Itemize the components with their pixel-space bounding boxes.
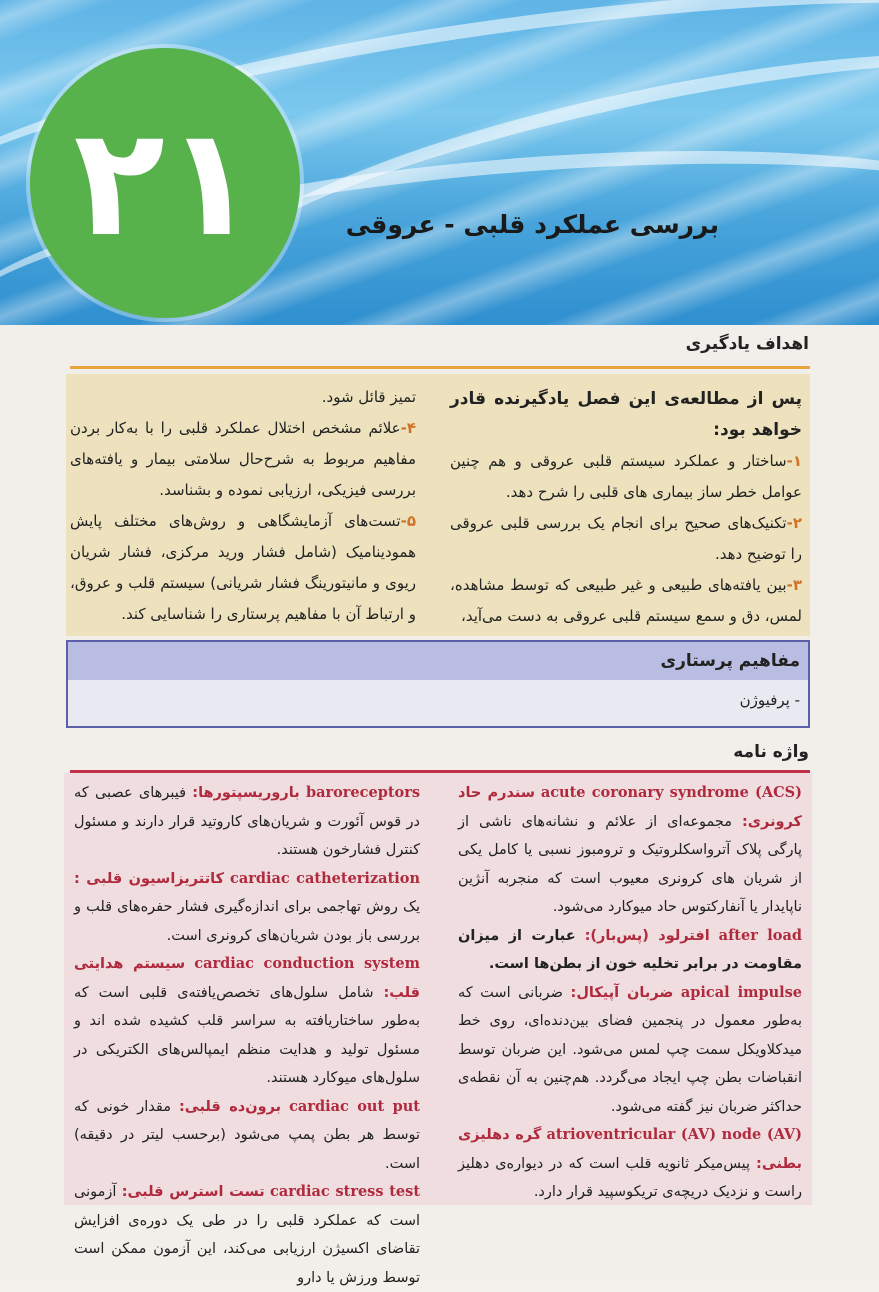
concepts-heading: مفاهیم پرستاری xyxy=(68,642,808,680)
glossary-entry: apical impulse ضربان آپیکال: ضربانی است که به‌طور معمول در پنجمین فضای بین‌دنده‌ای، روی خط میدکلاویکل سمت چپ لمس می‌شود. این ضربان توسط انقباضات بطن چپ ایجاد می‌گردد. هم‌چنین به آن نقطه‌ی حداکثر ضربان نیز گفته می‌شود. xyxy=(458,983,803,1115)
objective-continuation: تمیز قائل شود. xyxy=(321,388,416,406)
chapter-banner xyxy=(0,0,879,325)
glossary-heading: واژه نامه xyxy=(733,742,809,762)
objectives-right-column xyxy=(450,384,802,632)
objective-item: ۴-علائم مشخص اختلال عملکرد قلبی را با به‌کار بردن مفاهیم مربوط به شرح‌حال سلامتی بیمار و یافته‌های بررسی فیزیکی، ارزیابی نموده و بشناسد. xyxy=(70,419,416,499)
objective-item: ۱-ساختار و عملکرد سیستم قلبی عروقی و هم چنین عوامل خطر ساز بیماری های قلبی را شرح دهد. xyxy=(450,452,802,501)
objectives-heading: اهداف یادگیری xyxy=(685,334,809,354)
glossary-box xyxy=(64,773,812,1286)
glossary-left-column xyxy=(74,779,420,1292)
glossary-entry: acute coronary syndrome (ACS) سندرم حاد کرونری: مجموعه‌ای از علائم و نشانه‌های ناشی از پارگی پلاک آترواسکلروتیک و ترومبوز نسبی یا کامل یکی از شریان های کرونری معیوب است که منجربه آنژین ناپایدار یا آنفارکتوس حاد میوکارد می‌شود. xyxy=(458,784,803,915)
objectives-left-column xyxy=(70,382,416,630)
concepts-box xyxy=(66,640,810,728)
concepts-item: - پرفیوژن xyxy=(739,691,800,709)
chapter-title: بررسی عملکرد قلبی - عروقی xyxy=(345,210,719,239)
glossary-entry: atrioventricular (AV) node (AV) گره دهلیزی بطنی: پیس‌میکر ثانویه قلب است که در دیواره‌ی دهلیز راست و نزدیک دریچه‌ی تریکوسپید قرار دارد. xyxy=(458,1126,803,1200)
objective-item: ۳-بین یافته‌های طبیعی و غیر طبیعی که توسط مشاهده، لمس، دق و سمع سیستم قلبی عروقی به دست می‌آید، xyxy=(450,576,802,625)
glossary-right-column xyxy=(458,779,802,1207)
glossary-entry: cardiac stress test تست استرس قلبی: آزمونی است که عملکرد قلبی را در طی یک دوره‌ی افزایش تقاضای اکسیژن ارزیابی می‌کند، این آزمون ممکن است توسط ورزش یا دارو xyxy=(74,1183,421,1286)
chapter-number-circle xyxy=(30,48,300,318)
chapter-number: ۲۱ xyxy=(73,96,257,270)
objectives-rule xyxy=(70,366,810,369)
objective-item: ۵-تست‌های آزمایشگاهی و روش‌های مختلف پایش همودینامیک (شامل فشار ورید مرکزی، فشار شریان ریوی و مانیتورینگ فشار شریانی) سیستم قلب و عروق، و ارتباط آن با مفاهیم پرستاری را شناسایی کند. xyxy=(70,512,416,623)
glossary-entry: cardiac conduction system سیستم هدایتی قلب: شامل سلول‌های تخصص‌یافته‌ی قلبی است که به‌طور ساختاریافته به سراسر قلب کشیده شده اند و مسئول تولید و هدایت منظم ایمپالس‌های الکتریکی در سلول‌های میوکارد هستند. xyxy=(74,955,421,1086)
glossary-entry: after load افترلود (پس‌بار): عبارت از میزان مقاومت در برابر تخلیه خون از بطن‌ها است. xyxy=(458,926,803,972)
objectives-lead: پس از مطالعه‌ی این فصل یادگیرنده قادر خواهد بود: xyxy=(450,389,802,440)
glossary-entry: cardiac catheterization کاتتریزاسیون قلبی : یک روش تهاجمی برای اندازه‌گیری فشار حفره‌های قلب و بررسی باز بودن شریان‌های کرونری است. xyxy=(74,869,420,944)
objective-item: ۲-تکنیک‌های صحیح برای انجام یک بررسی قلبی عروقی را توضیح دهد. xyxy=(450,514,802,563)
glossary-entry: cardiac out put برون‌ده قلبی: مقدار خونی که توسط هر بطن پمپ می‌شود (برحسب لیتر در دقیقه) است. xyxy=(74,1097,420,1172)
glossary-entry: baroreceptors باروریسپتورها: فیبرهای عصبی که در قوس آئورت و شریان‌های کاروتید قرار دارند و مسئول کنترل فشارخون هستند. xyxy=(74,784,421,858)
objectives-box xyxy=(66,374,810,636)
